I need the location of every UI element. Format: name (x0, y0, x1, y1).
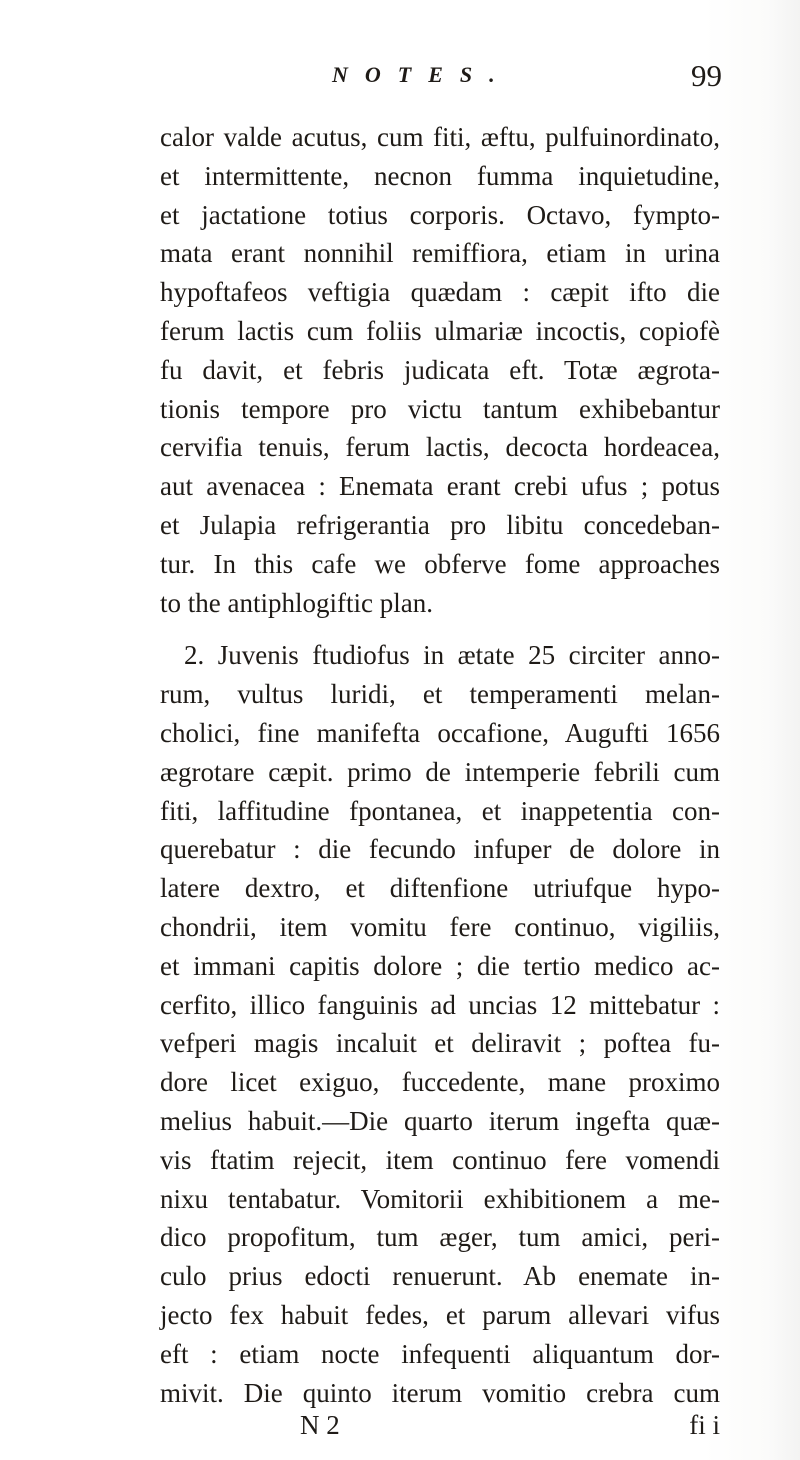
text-line: dore licet exiguo, fuccedente, mane proximo (160, 1067, 720, 1098)
text-line: culo prius edocti renuerunt. Ab enemate in- (160, 1261, 720, 1292)
text-line: 2. Juvenis ftudiofus in ætate 25 circiter anno- (184, 640, 720, 671)
text-line: chondrii, item vomitu fere continuo, vigiliis, (160, 911, 720, 942)
text-line: cervifia tenuis, ferum lactis, decocta hordeacea, (160, 432, 720, 463)
text-line: tur. In this cafe we obferve fome approaches (160, 548, 720, 579)
text-line: aut avenacea : Enemata erant crebi ufus ; potus (160, 471, 720, 502)
text-line: mata erant nonnihil remiffiora, etiam in urina (160, 238, 720, 269)
text-line: jecto fex habuit fedes, et parum allevari vifus (160, 1299, 720, 1330)
text-line: ægrotare cæpit. primo de intemperie febrili cum (160, 756, 720, 787)
text-line: to the antiphlogiftic plan. (160, 587, 433, 618)
text-line: rum, vultus luridi, et temperamenti melan- (160, 679, 720, 710)
text-line: vefperi magis incaluit et deliravit ; poftea fu- (160, 1028, 720, 1059)
text-line: eft : etiam nocte infequenti aliquantum dor- (160, 1338, 720, 1369)
text-line: vis ftatim rejecit, item continuo fere vomendi (160, 1144, 720, 1175)
text-line: tionis tempore pro victu tantum exhibebantur (160, 393, 720, 424)
text-line: latere dextro, et diftenfione utriufque hypo- (160, 873, 720, 904)
text-line: et intermittente, necnon fumma inquietudine, (160, 160, 720, 191)
text-line: ferum lactis cum foliis ulmariæ incoctis, copiofè (160, 315, 720, 346)
paragraph-2 (160, 636, 720, 1412)
text-line: dico propofitum, tum æger, tum amici, peri- (160, 1222, 720, 1253)
catchword: fi i (689, 1410, 720, 1440)
text-line: nixu tentabatur. Vomitorii exhibitionem a me- (160, 1183, 720, 1214)
text-line: querebatur : die fecundo infuper de dolore in (160, 834, 720, 865)
text-line: et jactatione totius corporis. Octavo, fympto- (160, 199, 720, 230)
text-line: melius habuit.—Die quarto iterum ingefta quæ- (160, 1105, 720, 1136)
paragraph-1 (160, 118, 720, 622)
signature-mark: N 2 (300, 1410, 340, 1440)
text-line: hypoftafeos veftigia quædam : cæpit ifto die (160, 277, 720, 308)
text-line: fiti, laffitudine fpontanea, et inappetentia con- (160, 795, 720, 826)
page-footer (300, 1410, 720, 1444)
text-line: cerfito, illico fanguinis ad uncias 12 mittebatur : (160, 989, 720, 1020)
page-header (182, 58, 722, 106)
text-line: et Julapia refrigerantia pro libitu concedeban- (160, 509, 720, 540)
running-head: NOTES. (332, 62, 512, 87)
text-line: fu davit, et febris judicata eft. Totæ ægrota- (160, 354, 720, 385)
body-text (160, 118, 720, 1412)
text-line: et immani capitis dolore ; die tertio medico ac- (160, 950, 720, 981)
text-line: mivit. Die quinto iterum vomitio crebra cum (160, 1377, 720, 1408)
page-number: 99 (691, 58, 722, 93)
text-line: cholici, fine manifefta occafione, Augufti 1656 (160, 717, 720, 748)
text-line: calor valde acutus, cum fiti, æftu, pulfuinordinato, (160, 122, 720, 152)
